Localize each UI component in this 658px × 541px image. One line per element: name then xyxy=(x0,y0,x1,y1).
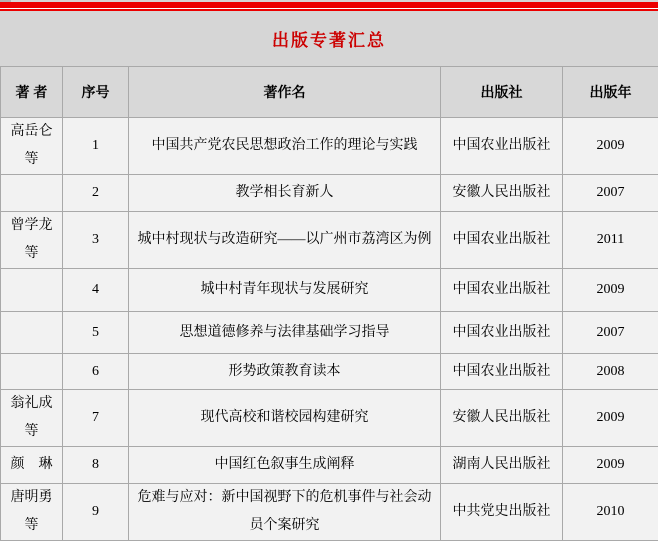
title-cell: 城中村现状与改造研究——以广州市荔湾区为例 xyxy=(129,212,441,269)
author-cell: 曾学龙等 xyxy=(1,212,63,269)
header-title: 著作名 xyxy=(129,67,441,118)
publisher-cell: 安徽人民出版社 xyxy=(441,175,563,212)
table-row xyxy=(1,212,658,269)
table-row xyxy=(1,390,658,447)
publisher-cell: 中国农业出版社 xyxy=(441,212,563,269)
year-cell: 2009 xyxy=(563,118,658,175)
index-cell: 8 xyxy=(63,447,129,484)
title-cell: 形势政策教育读本 xyxy=(129,354,441,390)
publications-table xyxy=(0,66,658,541)
header-row xyxy=(1,67,658,118)
author-cell xyxy=(1,354,63,390)
header-publisher: 出版社 xyxy=(441,67,563,118)
header-index: 序号 xyxy=(63,67,129,118)
year-cell: 2009 xyxy=(563,269,658,312)
title-cell: 城中村青年现状与发展研究 xyxy=(129,269,441,312)
header-year: 出版年 xyxy=(563,67,658,118)
publisher-cell: 中国农业出版社 xyxy=(441,118,563,175)
top-red-border xyxy=(0,0,658,10)
title-cell: 现代高校和谐校园构建研究 xyxy=(129,390,441,447)
table-body xyxy=(1,118,658,541)
author-cell xyxy=(1,175,63,212)
index-cell: 6 xyxy=(63,354,129,390)
publisher-cell: 中国农业出版社 xyxy=(441,354,563,390)
table-row xyxy=(1,269,658,312)
index-cell: 9 xyxy=(63,484,129,541)
publisher-cell: 湖南人民出版社 xyxy=(441,447,563,484)
title-cell: 思想道德修养与法律基础学习指导 xyxy=(129,312,441,354)
title-block xyxy=(0,10,658,66)
table-row xyxy=(1,484,658,541)
title-cell: 危难与应对：新中国视野下的危机事件与社会动员个案研究 xyxy=(129,484,441,541)
author-cell xyxy=(1,312,63,354)
publisher-cell: 中共党史出版社 xyxy=(441,484,563,541)
publisher-cell: 安徽人民出版社 xyxy=(441,390,563,447)
author-cell: 高岳仑等 xyxy=(1,118,63,175)
year-cell: 2007 xyxy=(563,175,658,212)
author-cell xyxy=(1,269,63,312)
year-cell: 2010 xyxy=(563,484,658,541)
index-cell: 4 xyxy=(63,269,129,312)
publisher-cell: 中国农业出版社 xyxy=(441,269,563,312)
year-cell: 2009 xyxy=(563,390,658,447)
title-cell: 中国红色叙事生成阐释 xyxy=(129,447,441,484)
table-row xyxy=(1,175,658,212)
publisher-cell: 中国农业出版社 xyxy=(441,312,563,354)
table-row xyxy=(1,118,658,175)
year-cell: 2008 xyxy=(563,354,658,390)
table-row xyxy=(1,447,658,484)
red-bar-bottom-line xyxy=(0,9,658,11)
author-cell: 颜 琳 xyxy=(1,447,63,484)
table-header xyxy=(1,67,658,118)
index-cell: 3 xyxy=(63,212,129,269)
author-cell: 唐明勇等 xyxy=(1,484,63,541)
year-cell: 2009 xyxy=(563,447,658,484)
index-cell: 1 xyxy=(63,118,129,175)
title-cell: 中国共产党农民思想政治工作的理论与实践 xyxy=(129,118,441,175)
table-row xyxy=(1,312,658,354)
title-cell: 教学相长育新人 xyxy=(129,175,441,212)
table-row xyxy=(1,354,658,390)
year-cell: 2007 xyxy=(563,312,658,354)
index-cell: 5 xyxy=(63,312,129,354)
index-cell: 2 xyxy=(63,175,129,212)
header-author: 著 者 xyxy=(1,67,63,118)
author-cell: 翁礼成等 xyxy=(1,390,63,447)
page-title: 出版专著汇总 xyxy=(272,26,386,51)
year-cell: 2011 xyxy=(563,212,658,269)
index-cell: 7 xyxy=(63,390,129,447)
